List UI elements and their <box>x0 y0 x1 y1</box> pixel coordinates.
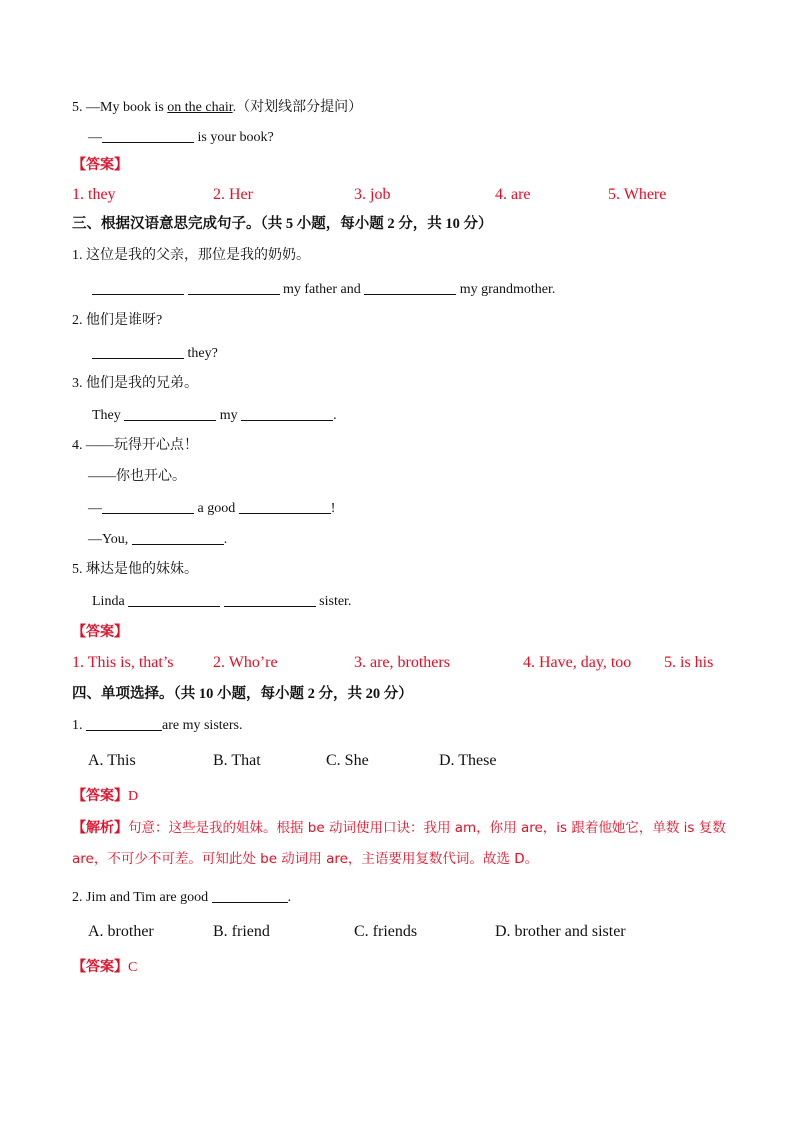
fill-blank[interactable] <box>92 280 184 295</box>
answer-item: 2. Who’re <box>213 654 278 671</box>
q5-sentence: 5. —My book is on the chair.（对划线部分提问） <box>72 100 363 115</box>
option-a[interactable]: A. This <box>88 752 136 769</box>
answer-tag: 【答案】 <box>72 960 128 975</box>
option-b[interactable]: B. friend <box>213 923 270 940</box>
s4-q2-answer <box>72 959 137 977</box>
s3-q4-english-b: —You, . <box>88 532 228 547</box>
answer-item: 2. Her <box>213 186 253 203</box>
s3-q1-english: my father and my grandmother. <box>92 280 555 299</box>
s4-q1-explanation-1: 【解析】句意：这些是我的姐妹。根据 be 动词使用口诀：我用 am，你用 are，is 跟着他她它，单数 is 复数 <box>72 820 726 836</box>
fill-blank[interactable] <box>239 499 331 514</box>
answer-tag: 【答案】 <box>72 625 128 640</box>
answer-tag: 【答案】 <box>72 158 128 173</box>
s3-q5-english: Linda sister. <box>92 594 352 609</box>
answer-value: D <box>128 789 139 804</box>
explanation-tag: 【解析】 <box>72 821 128 836</box>
option-d[interactable]: D. brother and sister <box>495 923 626 940</box>
fill-blank[interactable] <box>124 406 216 421</box>
s3-q1-chinese: 1. 这位是我的父亲，那位是我的奶奶。 <box>72 248 310 263</box>
fill-blank[interactable] <box>102 499 194 514</box>
answer-tag: 【答案】 <box>72 789 128 804</box>
answer-item: 1. This is, that’s <box>72 654 174 671</box>
s3-q5-chinese: 5. 琳达是他的妹妹。 <box>72 562 198 577</box>
fill-blank[interactable] <box>86 716 162 731</box>
answer-item: 4. are <box>495 186 531 203</box>
fill-blank[interactable] <box>188 280 280 295</box>
s4-q1-answer <box>72 788 138 806</box>
section3-title: 三、根据汉语意思完成句子。（共 5 小题，每小题 2 分，共 10 分） <box>72 216 493 232</box>
answer-item: 3. job <box>354 186 391 203</box>
answer-item: 5. is his <box>664 654 714 671</box>
fill-blank[interactable] <box>364 280 456 295</box>
fill-blank[interactable] <box>128 592 220 607</box>
answers-row-section3 <box>0 654 800 672</box>
s3-q2-english: they? <box>92 344 218 363</box>
s4-q1-explanation-2: are，不可少不可差。可知此处 be 动词用 are，主语要用复数代词。故选 D。 <box>72 851 539 867</box>
fill-blank[interactable] <box>241 406 333 421</box>
s3-q4-chinese-b: ——你也开心。 <box>88 469 186 484</box>
option-a[interactable]: A. brother <box>88 923 154 940</box>
fill-blank[interactable] <box>212 888 288 903</box>
option-c[interactable]: C. She <box>326 752 369 769</box>
fill-blank[interactable] <box>224 592 316 607</box>
s4-q2-stem: 2. Jim and Tim are good . <box>72 890 292 905</box>
answer-item: 3. are, brothers <box>354 654 450 671</box>
s4-q2-options <box>0 923 800 941</box>
option-d[interactable]: D. These <box>439 752 497 769</box>
q5-answer-line: — is your book? <box>88 130 274 145</box>
s3-q2-chinese: 2. 他们是谁呀? <box>72 313 163 328</box>
s3-q4-chinese-a: 4. ——玩得开心点！ <box>72 438 198 453</box>
underlined-phrase: on the chair <box>167 100 233 115</box>
fill-blank[interactable] <box>102 128 194 143</box>
s4-q1-stem: 1. are my sisters. <box>72 718 243 733</box>
s3-q3-chinese: 3. 他们是我的兄弟。 <box>72 376 198 391</box>
option-c[interactable]: C. friends <box>354 923 418 940</box>
fill-blank[interactable] <box>92 344 184 359</box>
answer-item: 5. Where <box>608 186 667 203</box>
s3-q4-english-a: — a good ! <box>88 501 336 516</box>
s3-q3-english: They my . <box>92 408 337 423</box>
s4-q1-options <box>0 752 800 770</box>
answers-row-part2 <box>0 186 800 204</box>
option-b[interactable]: B. That <box>213 752 261 769</box>
fill-blank[interactable] <box>132 530 224 545</box>
answer-item: 1. they <box>72 186 116 203</box>
answer-value: C <box>128 960 138 975</box>
answer-item: 4. Have, day, too <box>523 654 632 671</box>
section4-title: 四、单项选择。（共 10 小题，每小题 2 分，共 20 分） <box>72 686 413 702</box>
